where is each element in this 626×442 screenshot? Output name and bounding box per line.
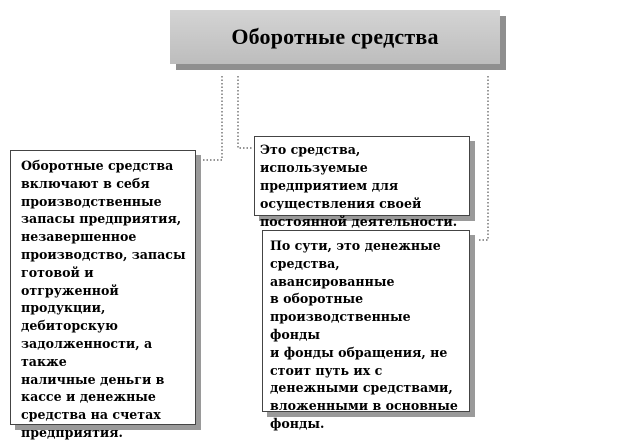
box-definition-text: Это средства, используемые предприятием для осуществления своей постоянной деятельности.: [260, 142, 458, 229]
box-essence-text: По сути, это денежные средства, авансированные в оборотные производственные фонды и фонды обращения, не стоит путь их с денежными средствами, вложенными в основные фонды.: [270, 238, 458, 431]
box-essence: [262, 230, 470, 431]
diagram-title: Оборотные средства: [231, 24, 439, 49]
connector-middle: [238, 76, 252, 148]
box-composition: [10, 150, 196, 440]
connector-right: [478, 76, 488, 240]
connector-left: [203, 76, 222, 160]
box-definition: [254, 136, 470, 229]
box-composition-text: Оборотные средства включают в себя производственные запасы предприятия, незавершенное производство, запасы готовой и отгруженной продукции, дебиторскую задолженности, а также наличные деньги в кассе и денежные средства на счетах предприятия.: [21, 158, 186, 440]
